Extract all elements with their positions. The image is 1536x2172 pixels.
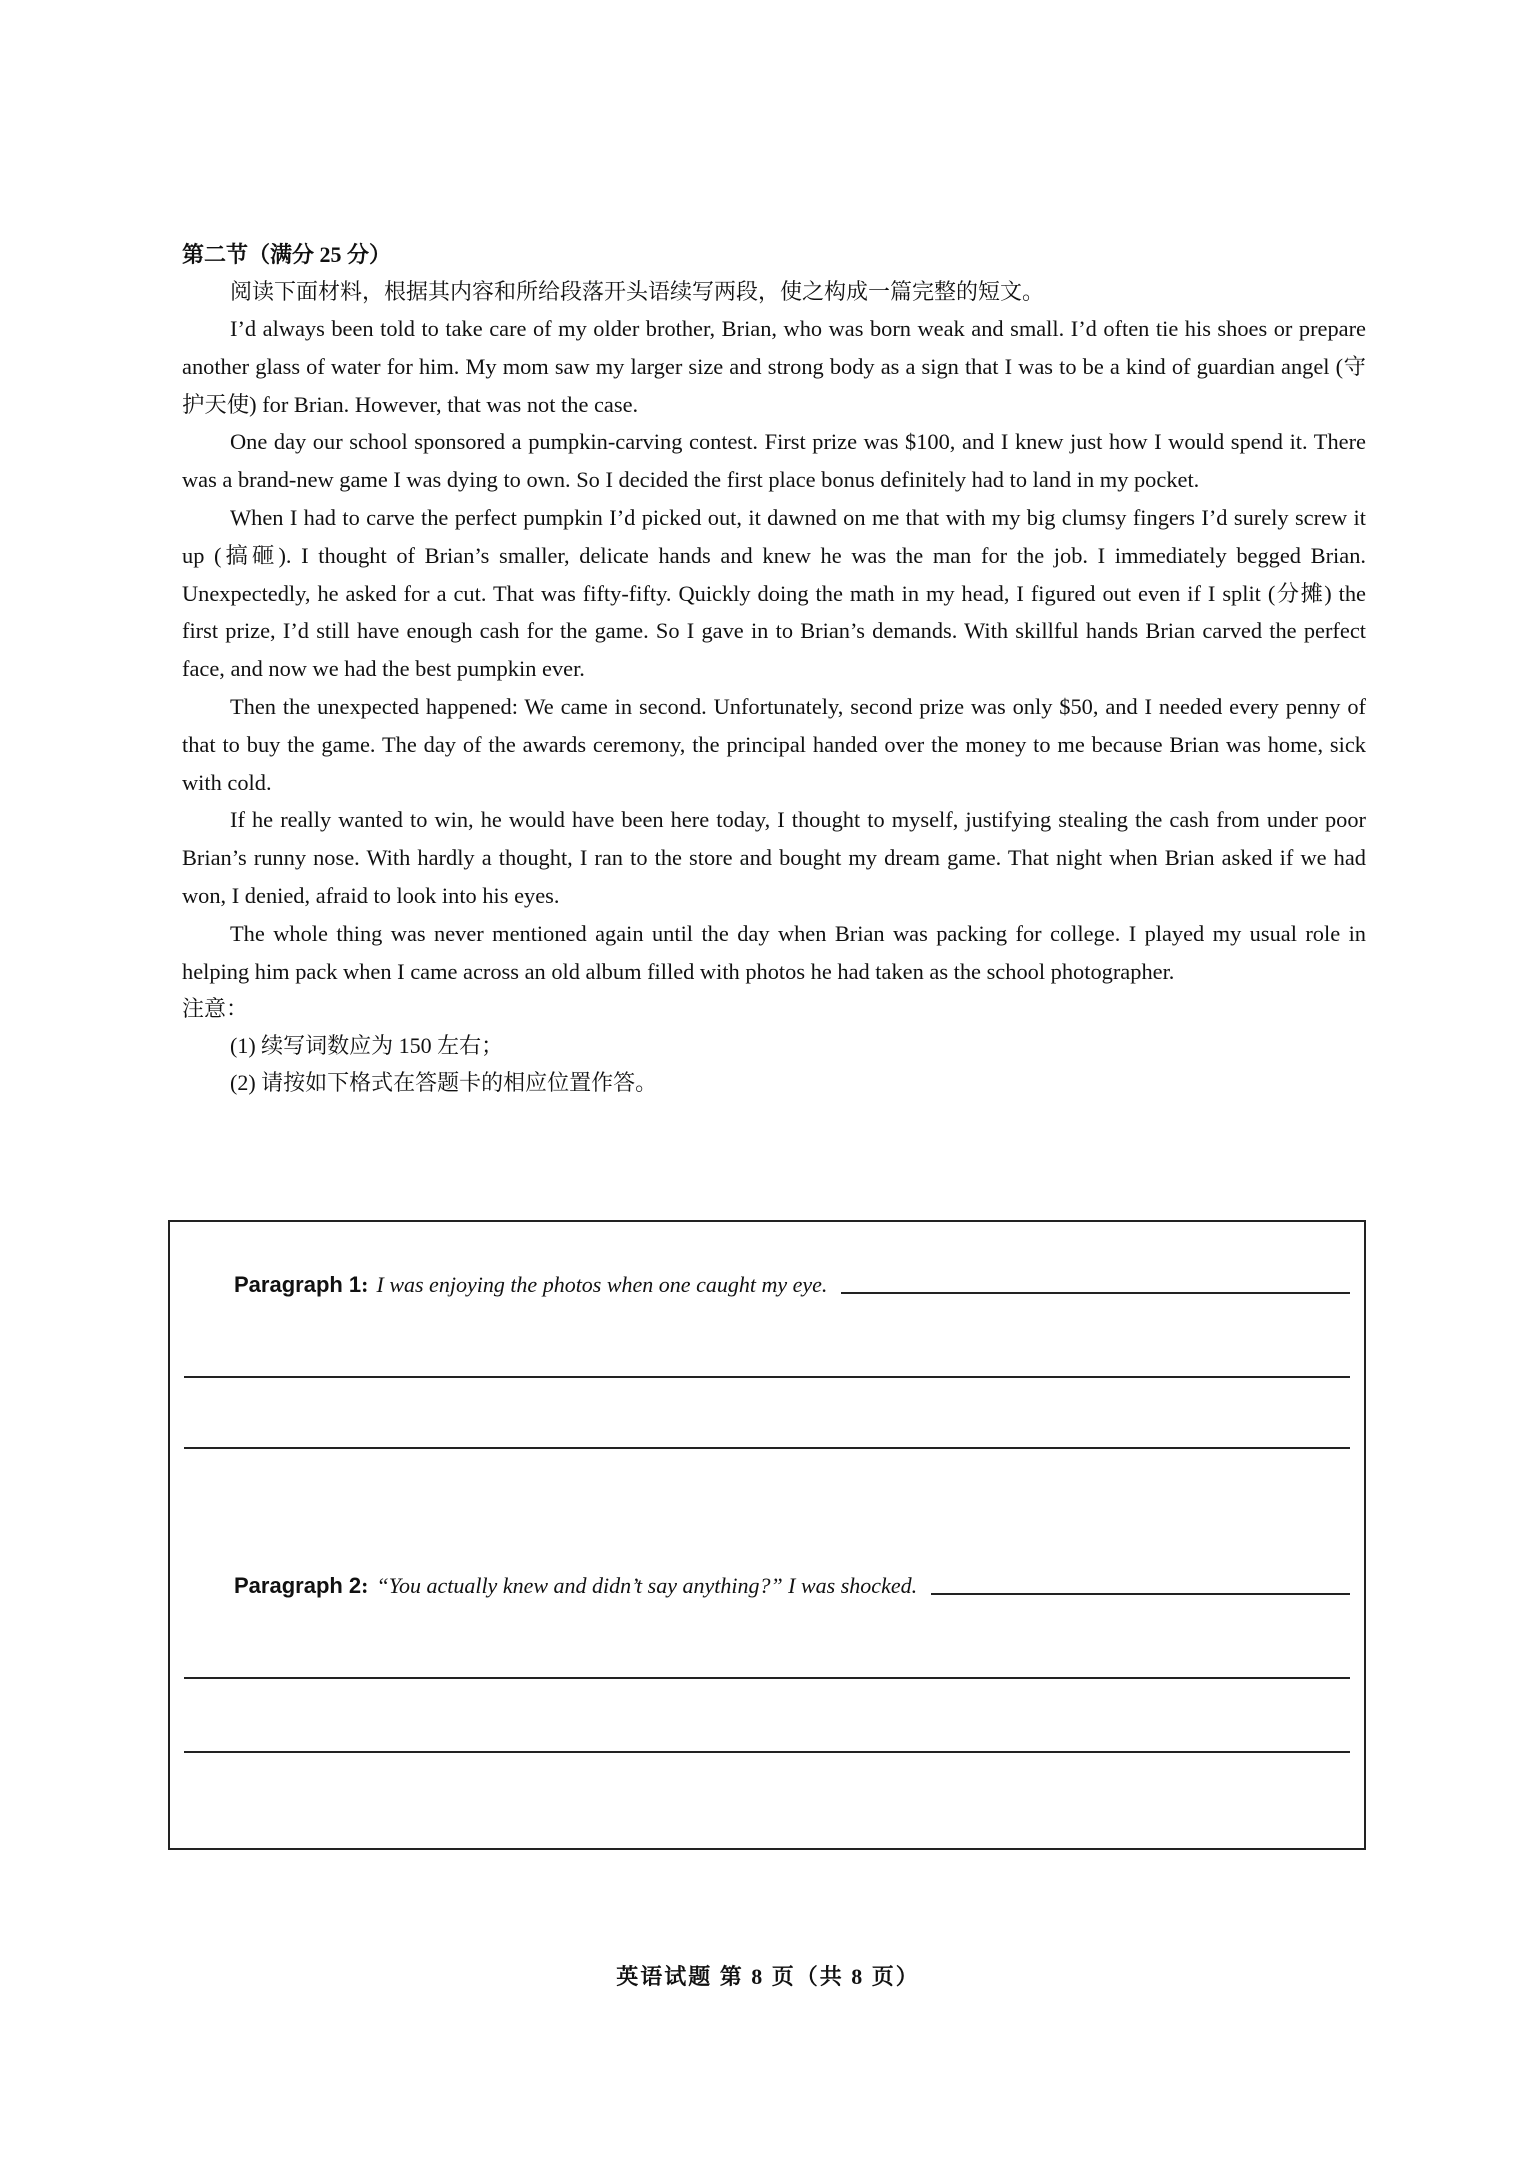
paragraph2-colon: : — [361, 1573, 369, 1598]
paragraph2-opening: “You actually knew and didn’t say anything?” I was shocked. — [376, 1573, 918, 1598]
writing-line[interactable] — [184, 1376, 1350, 1378]
section-instruction: 阅读下面材料，根据其内容和所给段落开头语续写两段，使之构成一篇完整的短文。 — [230, 279, 1045, 304]
section-title: 第二节（满分 25 分） — [182, 242, 392, 267]
story-paragraph: If he really wanted to win, he would have been here today, I thought to myself, justifying stealing the cash from under poor Brian’s runny nose. With hardly a thought, I ran to the store and bought my dream game. That night when Brian asked if we had won, I denied, afraid to look into his eyes. — [182, 807, 1366, 908]
paragraph2-fill-line[interactable] — [931, 1593, 1350, 1595]
paragraph1-fill-line[interactable] — [841, 1292, 1350, 1294]
story-paragraph: Then the unexpected happened: We came in second. Unfortunately, second prize was only $50, and I needed every penny of that to buy the game. The day of the awards ceremony, the principal handed over the money to me because Brian was home, sick with cold. — [182, 693, 1366, 795]
story-paragraph: The whole thing was never mentioned again until the day when Brian was packing for college. I played my usual role in helping him pack when I came across an old album filled with photos he had taken as the school photographer. — [182, 920, 1366, 984]
notes-block — [182, 990, 1366, 1101]
writing-line[interactable] — [184, 1751, 1350, 1753]
story-paragraph: One day our school sponsored a pumpkin-carving contest. First prize was $100, and I knew just how I would spend it. There was a brand-new game I was dying to own. So I decided the first place bonus definitely had to land in my pocket. — [182, 429, 1366, 493]
notes-label: 注意： — [182, 996, 249, 1022]
paragraph2-label: Paragraph 2 — [234, 1573, 362, 1598]
paragraph1-opening: I was enjoying the photos when one caught my eye. — [376, 1272, 828, 1297]
story-paragraph: I’d always been told to take care of my older brother, Brian, who was born weak and small. I’d often tie his shoes or prepare another glass of water for him. My mom saw my larger size and strong body as a sign that I was to be a kind of guardian angel (守护天使) for Brian. However, that was not the case. — [182, 316, 1366, 417]
exam-section — [182, 240, 1366, 1101]
page-footer: 英语试题 第 8 页（共 8 页） — [616, 1964, 920, 1989]
paragraph1-prompt — [234, 1270, 1350, 1300]
story-paragraph: When I had to carve the perfect pumpkin I’d picked out, it dawned on me that with my big clumsy fingers I’d surely screw it up (搞砸). I thought of Brian’s smaller, delicate hands and knew he was the man for the job. I immediately begged Brian. Unexpectedly, he asked for a cut. That was fifty-fifty. Quickly doing the math in my head, I figured out even if I split (分摊) the first prize, I’d still have enough cash for the game. So I gave in to Brian’s demands. With skillful hands Brian carved the perfect face, and now we had the best pumpkin ever. — [182, 504, 1366, 682]
writing-line[interactable] — [184, 1447, 1350, 1449]
note-item: (2) 请按如下格式在答题卡的相应位置作答。 — [230, 1070, 658, 1096]
paragraph1-label: Paragraph 1 — [234, 1272, 362, 1297]
paragraph2-prompt — [234, 1571, 1350, 1601]
paragraph1-colon: : — [361, 1272, 369, 1297]
note-item: (1) 续写词数应为 150 左右； — [230, 1033, 504, 1059]
answer-box — [168, 1220, 1366, 1850]
story-text — [182, 310, 1366, 990]
writing-line[interactable] — [184, 1677, 1350, 1679]
